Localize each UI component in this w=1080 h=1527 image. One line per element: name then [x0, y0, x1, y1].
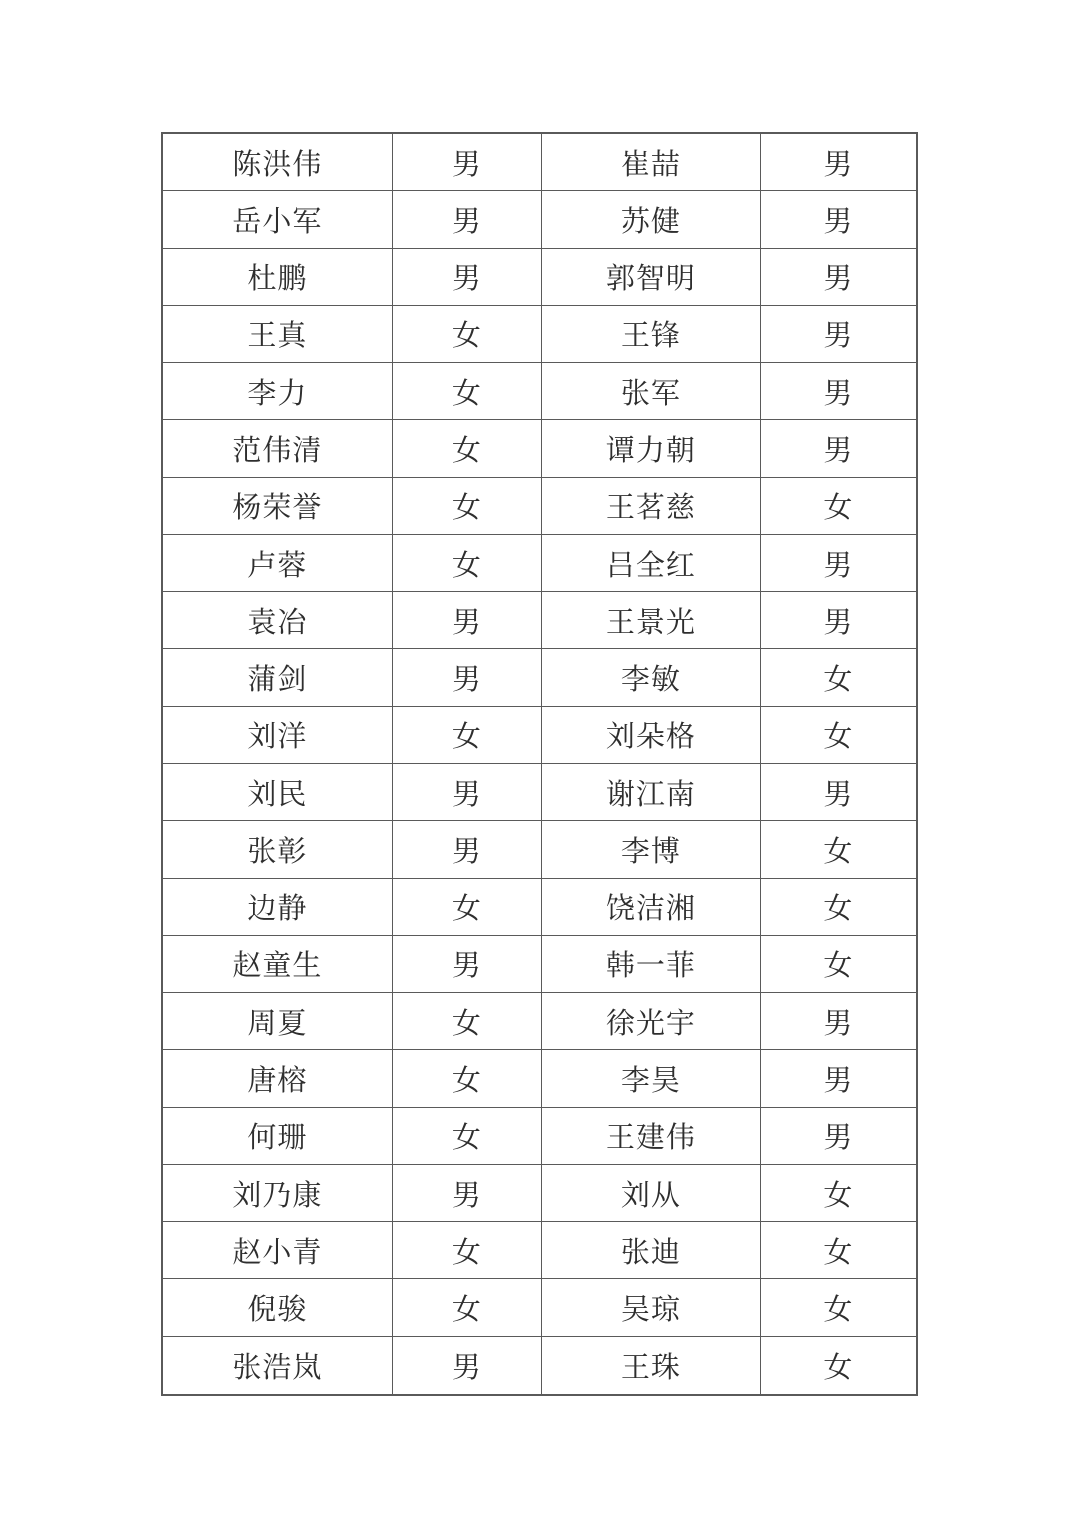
gender-cell: 女: [393, 993, 542, 1050]
gender-cell: 女: [393, 879, 542, 936]
name-cell: 刘乃康: [163, 1165, 393, 1222]
gender-cell: 男: [393, 1165, 542, 1222]
gender-cell: 女: [823, 1351, 854, 1384]
gender-cell: 男: [761, 535, 916, 592]
name-cell: 张军: [542, 363, 761, 420]
name-cell: 唐榕: [163, 1050, 393, 1107]
name-cell: 刘洋: [163, 707, 393, 764]
gender-cell: 女: [393, 1050, 542, 1107]
gender-cell: 男: [761, 191, 916, 248]
name-cell: 袁冶: [163, 592, 393, 649]
name-cell: 李博: [542, 821, 761, 878]
gender-cell: 男: [393, 1337, 542, 1394]
name-cell: 赵小青: [163, 1222, 393, 1279]
gender-cell: 女: [761, 821, 916, 878]
gender-cell: 女: [761, 478, 916, 535]
gender-cell: 男: [393, 764, 542, 821]
gender-cell: 男: [761, 993, 916, 1050]
name-cell: 陈洪伟: [163, 134, 393, 191]
gender-cell: 男: [761, 306, 916, 363]
name-cell: 岳小军: [163, 191, 393, 248]
name-cell: 杨荣誉: [163, 478, 393, 535]
name-cell: 王真: [163, 306, 393, 363]
name-cell: 李昊: [542, 1050, 761, 1107]
gender-cell: 女: [393, 707, 542, 764]
name-cell: 刘民: [163, 764, 393, 821]
gender-cell: 女: [761, 707, 916, 764]
gender-cell: 男: [393, 134, 542, 191]
name-cell: 李力: [163, 363, 393, 420]
gender-cell: 男: [393, 249, 542, 306]
gender-cell: 男: [761, 134, 916, 191]
name-cell: 赵童生: [163, 936, 393, 993]
gender-cell: 女: [761, 649, 916, 706]
name-cell: 谭力朝: [542, 420, 761, 477]
name-cell: 边静: [163, 879, 393, 936]
name-cell: 饶洁湘: [542, 879, 761, 936]
name-cell: 徐光宇: [542, 993, 761, 1050]
name-cell: 卢蓉: [163, 535, 393, 592]
gender-cell: 男: [761, 249, 916, 306]
name-cell: 李敏: [542, 649, 761, 706]
gender-cell: 男: [761, 420, 916, 477]
name-cell: 刘朵格: [542, 707, 761, 764]
gender-cell: 男: [761, 363, 916, 420]
roster-table: [161, 132, 918, 1396]
name-cell: 张彰: [163, 821, 393, 878]
name-cell: 刘从: [542, 1165, 761, 1222]
gender-cell: 女: [761, 1279, 916, 1336]
name-cell: 范伟清: [163, 420, 393, 477]
gender-cell: 女: [393, 420, 542, 477]
gender-cell: 男: [761, 1050, 916, 1107]
gender-cell: 女: [761, 879, 916, 936]
gender-cell: 男: [393, 592, 542, 649]
gender-cell: 男: [393, 936, 542, 993]
gender-cell: 男: [761, 1108, 916, 1165]
name-cell: 王建伟: [542, 1108, 761, 1165]
gender-cell: 女: [393, 1108, 542, 1165]
gender-cell: 女: [393, 363, 542, 420]
name-cell: 王茗慈: [542, 478, 761, 535]
name-cell: 王锋: [542, 306, 761, 363]
name-cell: 王景光: [542, 592, 761, 649]
gender-cell: 男: [761, 764, 916, 821]
gender-cell: 女: [393, 478, 542, 535]
name-cell: 王珠: [542, 1337, 761, 1394]
gender-cell: 女: [761, 1222, 916, 1279]
gender-cell: 女: [393, 535, 542, 592]
gender-cell: 女: [393, 1222, 542, 1279]
gender-cell: 女: [761, 1165, 916, 1222]
name-cell: 谢江南: [542, 764, 761, 821]
name-cell: 倪骏: [163, 1279, 393, 1336]
gender-cell: 女: [761, 936, 916, 993]
name-cell: 周夏: [163, 993, 393, 1050]
name-cell: 苏健: [542, 191, 761, 248]
name-cell: 韩一菲: [542, 936, 761, 993]
name-cell: 吴琼: [542, 1279, 761, 1336]
gender-cell: 男: [393, 821, 542, 878]
name-cell: 郭智明: [542, 249, 761, 306]
name-cell: 蒲剑: [163, 649, 393, 706]
gender-cell: 男: [761, 592, 916, 649]
gender-cell: 女: [393, 306, 542, 363]
name-cell: 崔喆: [542, 134, 761, 191]
name-cell: 张浩岚: [163, 1337, 393, 1394]
gender-cell: 男: [393, 649, 542, 706]
gender-cell: 女: [393, 1279, 542, 1336]
name-cell: 张迪: [542, 1222, 761, 1279]
name-cell: 何珊: [163, 1108, 393, 1165]
name-cell: 吕全红: [542, 535, 761, 592]
name-cell: 杜鹏: [163, 249, 393, 306]
gender-cell: 男: [393, 191, 542, 248]
